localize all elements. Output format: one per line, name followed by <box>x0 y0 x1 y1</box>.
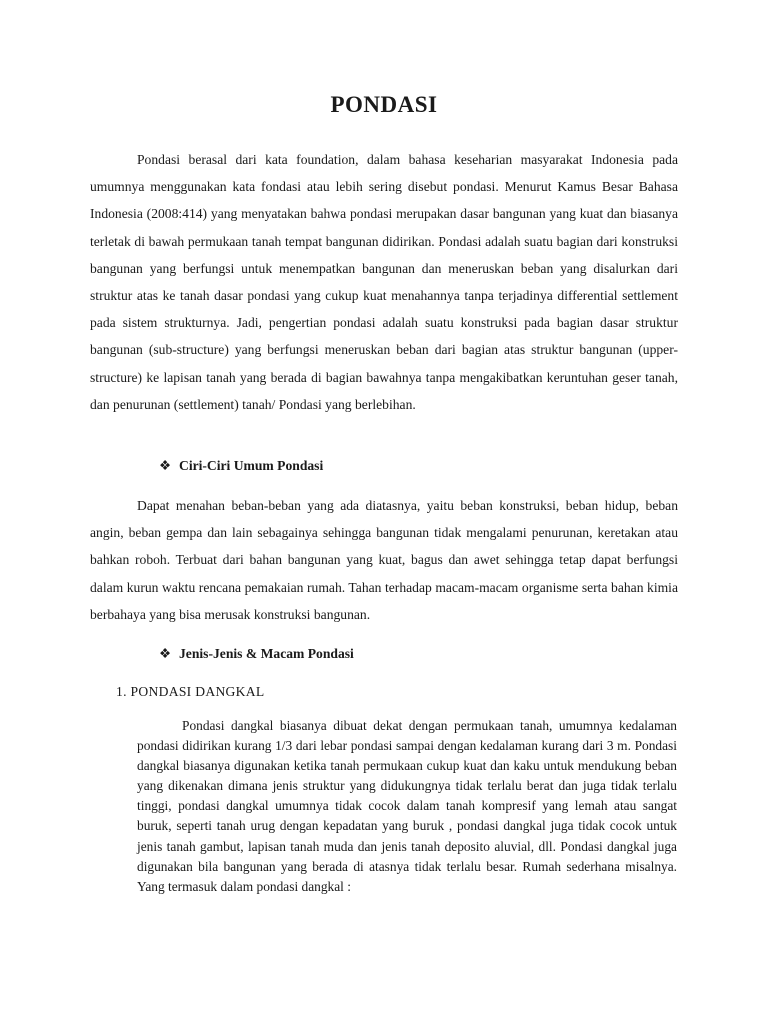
section-heading-text: Jenis-Jenis & Macam Pondasi <box>179 646 354 661</box>
section-heading-jenis-jenis <box>159 646 354 662</box>
section-paragraph-ciri-ciri: Dapat menahan beban-beban yang ada diatasnya, yaitu beban konstruksi, beban hidup, beban angin, beban gempa dan lain sebagainya sehingga bangunan tidak mengalami penurunan, keretakan atau bahkan roboh. Terbuat dari bahan bangunan yang kuat, bagus dan awet sehingga tetap dapat berfungsi dalam kurun waktu rencana pemakaian rumah. Tahan terhadap macam-macam organisme serta bahan kimia berbahaya yang bisa merusak konstruksi bangunan. <box>90 498 678 622</box>
subsection-paragraph-pondasi-dangkal: Pondasi dangkal biasanya dibuat dekat dengan permukaan tanah, umumnya kedalaman pondasi didirikan kurang 1/3 dari lebar pondasi sampai dengan kedalaman kurang dari 3 m. Pondasi dangkal biasanya digunakan ketika tanah permukaan cukup kuat dan kaku untuk mendukung beban yang dikenakan dimana jenis struktur yang didukungnya tidak terlalu berat dan juga tidak terlalu tinggi, pondasi dangkal umumnya tidak cocok dalam tanah kompresif yang lemah atau sangat buruk, seperti tanah urug dengan kepadatan yang buruk , pondasi dangkal juga tidak cocok untuk jenis tanah gambut, lapisan tanah muda dan jenis tanah deposito aluvial, dll. Pondasi dangkal juga digunakan bila bangunan yang berada di atasnya tidak terlalu besar. Rumah sederhana misalnya. Yang termasuk dalam pondasi dangkal : <box>137 718 677 894</box>
section-heading-ciri-ciri <box>159 458 323 474</box>
intro-paragraph: Pondasi berasal dari kata foundation, dalam bahasa keseharian masyarakat Indonesia pada umumnya menggunakan kata fondasi atau lebih sering disebut pondasi. Menurut Kamus Besar Bahasa Indonesia (2008:414) yang menyatakan bahwa pondasi merupakan dasar bangunan yang kuat dan biasanya terletak di bawah permukaan tanah tempat bangunan didirikan. Pondasi adalah suatu bagian dari konstruksi bangunan yang berfungsi untuk menempatkan bangunan dan meneruskan beban yang disalurkan dari struktur atas ke tanah dasar pondasi yang cukup kuat menahannya tanpa terjadinya differential settlement pada sistem strukturnya. Jadi, pengertian pondasi adalah suatu konstruksi pada bagian dasar struktur bangunan (sub-structure) yang berfungsi meneruskan beban dari bagian atas struktur bangunan (upper-structure) ke lapisan tanah yang berada di bagian bawahnya tanpa mengakibatkan keruntuhan geser tanah, dan penurunan (settlement) tanah/ Pondasi yang berlebihan. <box>90 152 678 412</box>
diamond-bullet-icon: ❖ <box>159 646 172 661</box>
document-title: PONDASI <box>330 92 438 117</box>
diamond-bullet-icon: ❖ <box>159 458 172 473</box>
section-heading-text: Ciri-Ciri Umum Pondasi <box>179 458 324 473</box>
subsection-heading-pondasi-dangkal: 1. PONDASI DANGKAL <box>116 684 265 699</box>
